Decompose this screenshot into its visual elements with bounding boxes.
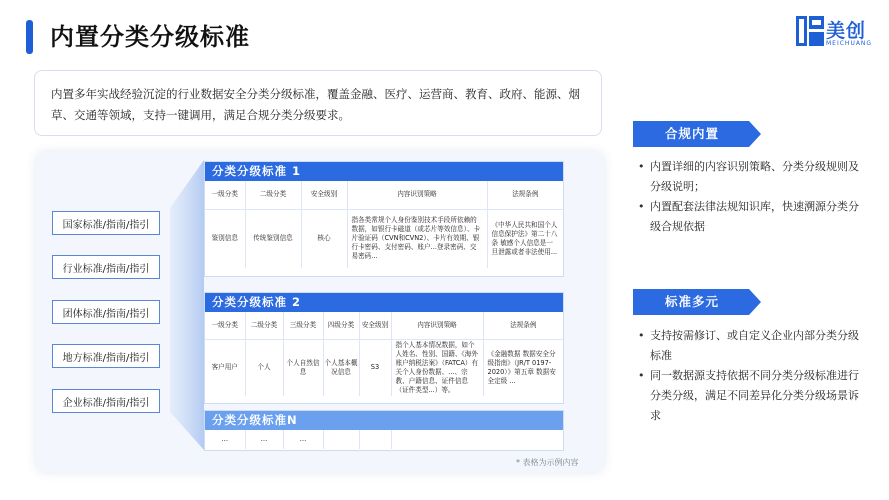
feature-bullets-compliance	[636, 157, 866, 237]
title-accent-bar	[26, 20, 33, 54]
column-header: 二级分类	[245, 312, 283, 339]
column-header: 一级分类	[205, 312, 245, 339]
table-cell: 客户用户	[205, 339, 245, 396]
column-header: 一级分类	[205, 181, 245, 209]
feature-bullets-diverse	[636, 326, 866, 426]
table-cell: S3	[359, 339, 391, 396]
table-cell: 个人	[245, 339, 283, 396]
standard-table-n-grid	[205, 430, 563, 449]
column-header: 内容识别策略	[391, 312, 483, 339]
column-header: 四级分类	[323, 312, 359, 339]
standard-table-2	[204, 292, 564, 404]
standard-table-1-title: 分类分级标准 1	[205, 162, 563, 181]
page-title: 内置分类分级标准	[50, 23, 250, 51]
feature-tag-diverse	[633, 289, 761, 315]
table-cell	[391, 430, 563, 449]
standard-tag-group: 团体标准/指南/指引	[52, 300, 160, 324]
column-header: 安全级别	[359, 312, 391, 339]
table-cell: ...	[283, 430, 323, 449]
intro-text: 内置多年实战经验沉淀的行业数据安全分类分级标准，覆盖金融、医疗、运营商、教育、政府、能源、烟草、交通等领域，支持一键调用，满足合规分类分级要求。	[51, 87, 580, 122]
table-row	[205, 339, 563, 396]
feature-tag-label: 合规内置	[664, 126, 719, 141]
bullet-item: • 同一数据源支持依据不同分类分级标准进行分类分级，满足不同差异化分类分级场景诉求	[636, 366, 866, 426]
column-header: 安全级别	[301, 181, 347, 209]
column-header: 二级分类	[245, 181, 301, 209]
standard-table-1	[204, 161, 564, 277]
standard-table-n	[204, 410, 564, 451]
table-cell	[323, 430, 359, 449]
standard-table-2-title: 分类分级标准 2	[205, 293, 563, 312]
table-cell: 个人自然信息	[283, 339, 323, 396]
table-row	[205, 430, 563, 449]
feature-tag-label: 标准多元	[664, 294, 719, 309]
column-header: 法规条例	[487, 181, 563, 209]
standard-table-1-grid	[205, 181, 563, 268]
table-cell: 《中华人民共和国个人信息保护法》第二十八条 敏感个人信息是一旦泄露或者非法使用...	[491, 220, 558, 256]
table-row	[205, 209, 563, 268]
company-logo	[796, 14, 876, 50]
column-header: 内容识别策略	[347, 181, 487, 209]
column-header: 法规条例	[483, 312, 563, 339]
logo-text-en: MEICHUANG	[826, 40, 873, 47]
table-footnote: * 表格为示例内容	[516, 458, 579, 467]
bullet-item: • 内置详细的内容识别策略、分类分级规则及分级说明；	[636, 157, 866, 197]
table-cell: ...	[245, 430, 283, 449]
logo-mark-icon	[796, 16, 824, 46]
bullet-item: • 内置配套法律法规知识库，快速溯源分类分级合规依据	[636, 197, 866, 237]
standard-table-2-grid	[205, 312, 563, 396]
column-header: 三级分类	[283, 312, 323, 339]
table-cell: 核心	[301, 209, 347, 268]
standard-tag-enterprise: 企业标准/指南/指引	[52, 389, 160, 413]
standard-tag-national: 国家标准/指南/指引	[52, 211, 160, 235]
table-cell: 《金融数据 数据安全分级指南》（JR/T 0197-2020）》第五章 数据安全定级 ...	[487, 349, 556, 385]
table-cell: 指个人基本情况数据，如个人姓名、性别、国籍、《海外账户纳税法案》（FATCA）有关个人身份数据、...、宗教、户籍信息、证件信息（证件类型...）等。	[391, 339, 483, 396]
bullet-item: • 支持按需修订、或自定义企业内部分类分级标准	[636, 326, 866, 366]
table-cell: 传统鉴别信息	[245, 209, 301, 268]
standard-tag-industry: 行业标准/指南/指引	[52, 255, 160, 279]
logo-text-cn: 美创	[826, 20, 867, 42]
table-cell: 鉴别信息	[205, 209, 245, 268]
standards-connector-graphic	[170, 160, 204, 450]
standard-table-n-title: 分类分级标准N	[205, 411, 563, 430]
table-cell	[359, 430, 391, 449]
intro-box	[34, 70, 602, 136]
table-cell: 个人基本概况信息	[323, 339, 359, 396]
table-cell: ...	[205, 430, 245, 449]
standard-tag-local: 地方标准/指南/指引	[52, 344, 160, 368]
feature-tag-compliance	[633, 121, 761, 147]
table-cell: 指各类常规个人身份鉴别技术手段所依赖的数据，如银行卡磁道（或芯片等效信息）、卡片验证码（CVN和CVN2）、卡片有效期、银行卡密码、支付密码、账户...登录密码、交易密码...	[347, 209, 487, 268]
